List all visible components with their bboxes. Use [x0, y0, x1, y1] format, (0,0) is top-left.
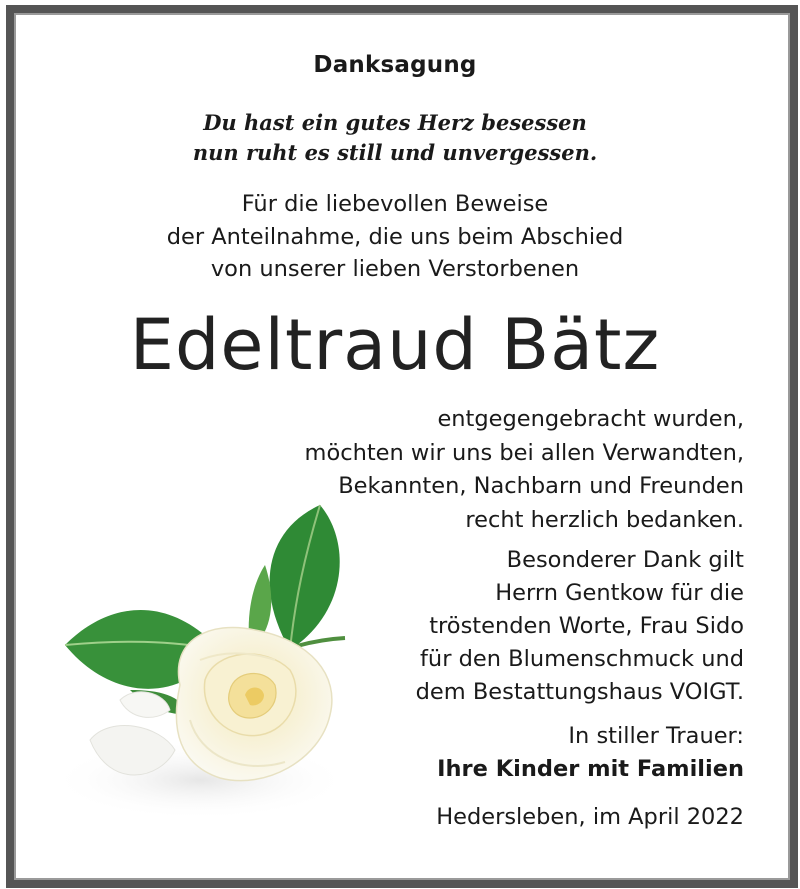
motto-line: nun ruht es still und unvergessen. — [192, 140, 598, 165]
special-thanks-line: Besonderer Dank gilt — [506, 547, 744, 573]
mourning-block — [437, 720, 744, 786]
motto-line: Du hast ein gutes Herz besessen — [203, 110, 587, 135]
thanks-line: möchten wir uns bei allen Verwandten, — [304, 439, 744, 466]
special-thanks-line: dem Bestattungshaus VOIGT. — [415, 679, 744, 705]
intro-line: der Anteilnahme, die uns beim Abschied — [166, 223, 624, 250]
thanks-line: entgegengebracht wurden, — [437, 406, 744, 432]
special-thanks-line: für den Blumenschmuck und — [420, 646, 744, 672]
place-date: Hedersleben, im April 2022 — [436, 804, 744, 830]
special-thanks-line: tröstenden Worte, Frau Sido — [429, 613, 744, 639]
notice-title: Danksagung — [313, 52, 477, 78]
special-thanks-text — [416, 544, 744, 709]
special-thanks-line: Herrn Gentkow für die — [495, 580, 744, 606]
thanks-line: Bekannten, Nachbarn und Freunden — [338, 473, 744, 499]
signed-by: Ihre Kinder mit Familien — [437, 756, 744, 782]
deceased-name: Edeltraud Bätz — [129, 304, 661, 386]
intro-text — [0, 188, 790, 286]
white-rose-icon — [50, 500, 390, 830]
motto — [0, 108, 790, 168]
intro-line: Für die liebevollen Beweise — [241, 191, 549, 217]
mourning-intro: In stiller Trauer: — [568, 723, 744, 749]
thanks-line: recht herzlich bedanken. — [465, 506, 744, 533]
intro-line: von unserer lieben Verstorbenen — [210, 256, 580, 282]
